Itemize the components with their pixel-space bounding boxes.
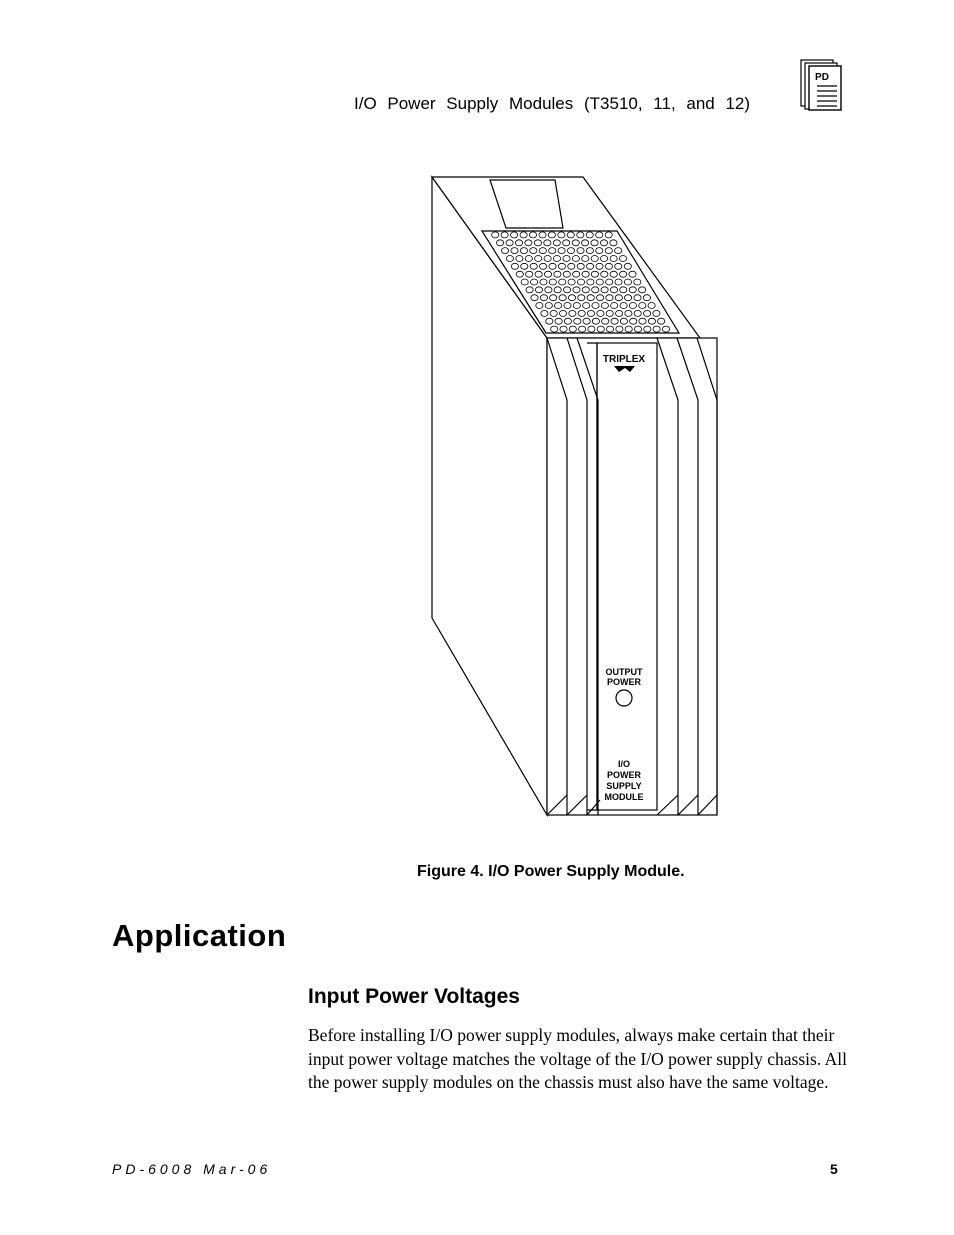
power-supply-module-illustration [420, 170, 730, 820]
document-pd-icon [800, 58, 844, 112]
module-label-line2: POWER [606, 770, 642, 780]
footer-doc-id: PD-6008 Mar-06 [112, 1161, 272, 1177]
running-header: I/O Power Supply Modules (T3510, 11, and 12) [354, 94, 751, 113]
page-number: 5 [830, 1161, 838, 1177]
figure-caption: Figure 4. I/O Power Supply Module. [417, 863, 685, 880]
pd-icon-label: PD [815, 72, 829, 83]
section-title: Application [112, 918, 287, 953]
subsection-title: Input Power Voltages [308, 985, 520, 1008]
output-label-line1: OUTPUT [605, 667, 643, 677]
module-label-line3: SUPPLY [606, 781, 642, 791]
module-label-line1: I/O [617, 759, 631, 769]
module-label-line4: MODULE [604, 792, 644, 802]
output-label-line2: POWER [606, 677, 642, 687]
body-paragraph: Before installing I/O power supply modules, always make certain that their input power voltage matches the voltage of the I/O power supply chassis. All the power supply modules on the chassis must also have the same voltage. [308, 1025, 847, 1092]
brand-logo: TRIPLEX [602, 354, 646, 365]
